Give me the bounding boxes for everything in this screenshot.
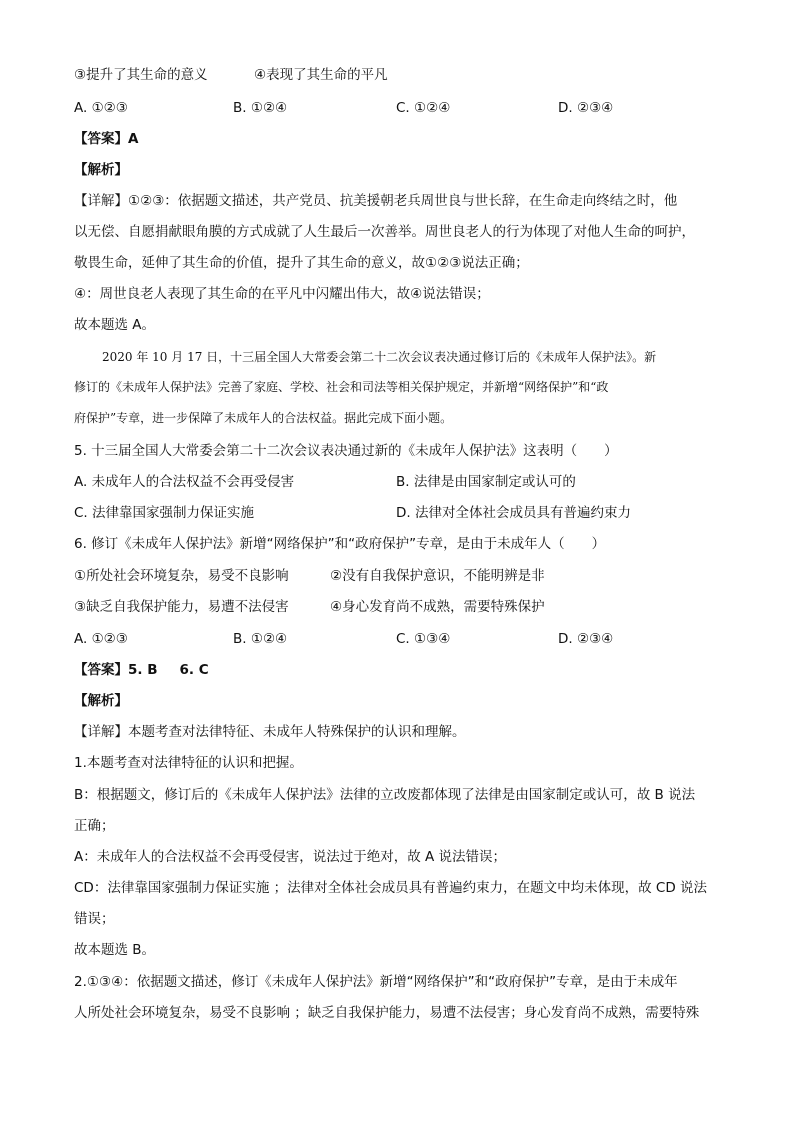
material-line: 府保护”专章，进一步保障了未成年人的合法权益。据此完成下面小题。 [74,411,453,425]
answers-label: 【答案】 [74,662,128,678]
detail2-line: A：未成年人的合法权益不会再受侵害，说法过于绝对，故 A 说法错误； [74,849,507,865]
q6-option-d: D. ②③④ [558,631,614,647]
q5-stem: 5. 十三届全国人大常委会第二十二次会议表决通过新的《未成年人保护法》这表明（ ） [74,443,618,459]
q6-stem: 6. 修订《未成年人保护法》新增“网络保护”和“政府保护”专章，是由于未成年人（ ） [74,536,606,552]
answer-q6: 6. C [179,662,209,678]
q6-option-c: C. ①③④ [396,631,451,647]
q4-option-b: B. ①②④ [233,100,288,116]
material-line: 修订的《未成年人保护法》完善了家庭、学校、社会和司法等相关保护规定，并新增“网络保护”和“政 [74,380,609,394]
q4-detail-line: ④：周世良老人表现了其生命的在平凡中闪耀出伟大，故④说法错误； [74,286,490,302]
q5-option-d: D. 法律对全体社会成员具有普遍约束力 [396,505,631,521]
detail2-line: B：根据题文，修订后的《未成年人保护法》法律的立改废都体现了法律是由国家制定或认可，故 B 说法 [74,787,696,803]
detail2-line: 人所处社会环境复杂，易受不良影响 ；缺乏自我保护能力，易遭不法侵害；身心发育尚不成熟，需要特殊 [74,1005,700,1021]
q6-statement-3: ③缺乏自我保护能力，易遭不法侵害 [74,599,289,615]
q4-answer: 【答案】A [74,131,139,147]
detail2-line: 2.①③④：依据题文描述，修订《未成年人保护法》新增“网络保护”和“政府保护”专章，是由于未成年 [74,974,678,990]
detail2-line: 错误； [74,911,115,927]
q4-detail-line: 【详解】①②③：依据题文描述，共产党员、抗美援朝老兵周世良与世长辞，在生命走向终结之时，他 [74,193,678,209]
detail2-line: 故本题选 B。 [74,942,156,958]
q4-option-a: A. ①②③ [74,100,128,116]
q6-option-b: B. ①②④ [233,631,288,647]
detail2-line: 正确； [74,818,115,834]
q4-option-d: D. ②③④ [558,100,614,116]
detail2-line: 1.本题考查对法律特征的认识和把握。 [74,755,303,771]
q4-analysis-title: 【解析】 [74,162,128,178]
answers-row [74,660,209,680]
q4-detail-line: 故本题选 A。 [74,317,156,333]
detail2-line: CD：法律靠国家强制力保证实施 ；法律对全体社会成员具有普遍约束力，在题文中均未体现，故 CD 说法 [74,880,708,896]
q6-option-a: A. ①②③ [74,631,128,647]
q5-option-b: B. 法律是由国家制定或认可的 [396,474,576,490]
answer-q5: 5. B [128,662,158,678]
q6-statement-4: ④身心发育尚不成熟，需要特殊保护 [330,599,545,615]
q6-statement-1: ①所处社会环境复杂，易受不良影响 [74,568,289,584]
material-line: 2020 年 10 月 17 日，十三届全国人大常委会第二十二次会议表决通过修订后的《未成年人保护法》。新 [102,350,657,364]
q4-detail-line: 敬畏生命，延伸了其生命的价值，提升了其生命的意义，故①②③说法正确； [74,255,529,271]
q5-option-c: C. 法律靠国家强制力保证实施 [74,505,255,521]
q6-statement-2: ②没有自我保护意识，不能明辨是非 [330,568,545,584]
q5-option-a: A. 未成年人的合法权益不会再受侵害 [74,474,295,490]
q4-option-c: C. ①②④ [396,100,451,116]
q4-detail-line: 以无偿、自愿捐献眼角膜的方式成就了人生最后一次善举。周世良老人的行为体现了对他人生命的呵护， [74,224,695,240]
answers-analysis-title: 【解析】 [74,693,128,709]
q4-statement-4: ④表现了其生命的平凡 [254,67,388,83]
q4-statement-3: ③提升了其生命的意义 [74,67,208,83]
detail2-line: 【详解】本题考查对法律特征、未成年人特殊保护的认识和理解。 [74,724,466,740]
